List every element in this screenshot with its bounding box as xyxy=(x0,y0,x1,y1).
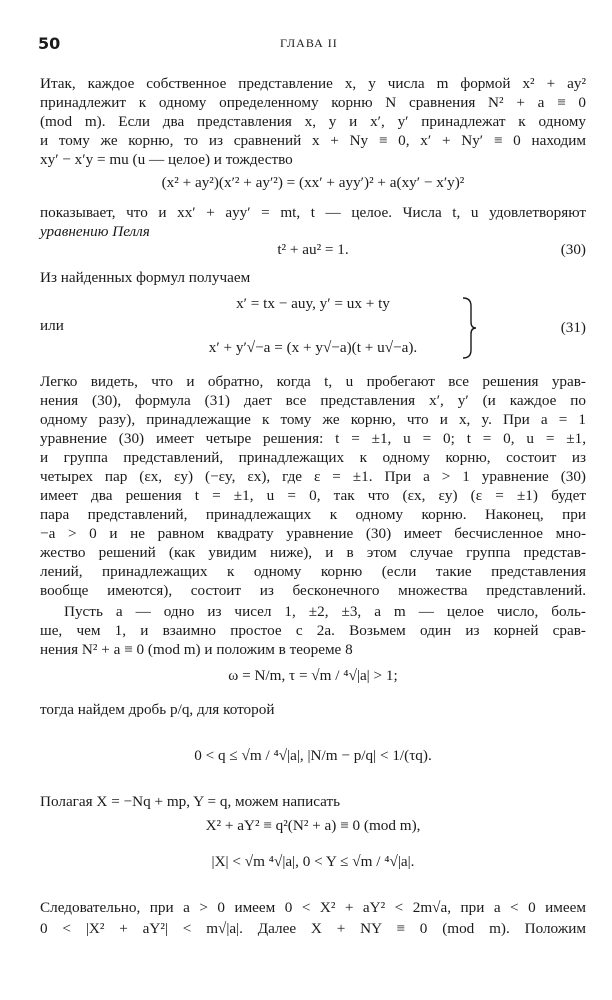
text-line: ше, чем 1, и взаимно простое с 2a. Возьмем один из корней срав- xyxy=(40,622,586,639)
page-number: 50 xyxy=(38,34,61,53)
text-line: тогда найдем дробь p/q, для которой xyxy=(40,701,275,718)
text-line: лений, принадлежащих к одному корню (если такие представления xyxy=(40,563,586,580)
text-line: Из найденных формул получаем xyxy=(40,269,251,286)
equation-31b: x′ + y′√−a = (x + y√−a)(t + u√−a). xyxy=(208,339,418,356)
text-line: Пусть a — одно из чисел 1, ±2, ±3, a m — целое число, боль- xyxy=(64,603,586,620)
equation-X-Y-congruence: X² + aY² ≡ q²(N² + a) ≡ 0 (mod m), xyxy=(205,817,421,834)
text-line: жество решений (как увидим ниже), и в этом случае группа представ- xyxy=(40,544,586,561)
equation-number-30: (30) xyxy=(560,241,586,258)
text-line: вообще имеются), состоит из бесконечного множества представлений. xyxy=(40,582,586,599)
equation-31a: x′ = tx − auy, y′ = ux + ty xyxy=(236,295,390,312)
text-line: и группа представлений, принадлежащих к одному корню, состоит из xyxy=(40,449,586,466)
text-line: уравнению Пелля xyxy=(40,223,150,240)
equation-X-Y-bounds: |X| < √m ⁴√|a|, 0 < Y ≤ √m / ⁴√|a|. xyxy=(211,853,415,870)
text-line: четырех пар (εx, εy) (−εy, εx), где ε = ±1. При a > 1 уравнение (30) xyxy=(40,468,586,485)
text-line: нения N² + a ≡ 0 (mod m) и положим в теореме 8 xyxy=(40,641,353,658)
equation-number-31: (31) xyxy=(560,319,586,336)
text-line: и тому же корню, то из сравнений x + Ny ≡ 0, x′ + Ny′ ≡ 0 находим xyxy=(40,132,586,149)
text-line: −a > 0 и не равном квадрату уравнение (30) имеет бесчисленное мно- xyxy=(40,525,586,542)
equation-omega-tau: ω = N/m, τ = √m / ⁴√|a| > 1; xyxy=(228,667,398,684)
text-line: xy′ − x′y = mu (u — целое) и тождество xyxy=(40,151,293,168)
text-line: Легко видеть, что и обратно, когда t, u пробегают все решения урав- xyxy=(40,373,586,390)
text-line: нения (30), формула (31) дает все представления x′, y′ (и каждое по xyxy=(40,392,586,409)
text-line: одному разу), принадлежащие к тому же корню, что и x, y. При a = 1 xyxy=(40,411,586,428)
chapter-title: ГЛАВА II xyxy=(280,36,338,50)
text-line: имеет два решения t = ±1, u = 0, так что (εx, εy) (ε = ±1) будет xyxy=(40,487,586,504)
equation-30: t² + au² = 1. xyxy=(277,241,349,258)
text-line: пара представлений, принадлежащих к одному корню. Наконец, при xyxy=(40,506,586,523)
text-line: 0 < |X² + aY²| < m√|a|. Далее X + NY ≡ 0 (mod m). Положим xyxy=(40,920,586,937)
right-brace xyxy=(460,296,478,360)
text-line: Полагая X = −Nq + mp, Y = q, можем написать xyxy=(40,793,341,810)
equation-q-bound: 0 < q ≤ √m / ⁴√|a|, |N/m − p/q| < 1/(τq). xyxy=(194,747,432,764)
text-line: показывает, что и xx′ + ayy′ = mt, t — целое. Числа t, u удовлетворяют xyxy=(40,204,586,221)
text-line: принадлежит к одному определенному корню N сравнения N² + a ≡ 0 xyxy=(40,94,586,111)
page-header xyxy=(0,34,612,54)
word-or: или xyxy=(40,317,64,334)
equation-identity: (x² + ay²)(x′² + ay′²) = (xx′ + ayy′)² + a(xy′ − x′y)² xyxy=(161,174,465,191)
text-line: Следовательно, при a > 0 имеем 0 < X² + aY² < 2m√a, при a < 0 имеем xyxy=(40,899,586,916)
text-line: Итак, каждое собственное представление x, y числа m формой x² + ay² xyxy=(40,75,586,92)
text-line: уравнение (30) имеет четыре решения: t = ±1, u = 0; t = 0, u = ±1, xyxy=(40,430,586,447)
text-line: (mod m). Если два представления x, y и x′, y′ принадлежат к одному xyxy=(40,113,586,130)
